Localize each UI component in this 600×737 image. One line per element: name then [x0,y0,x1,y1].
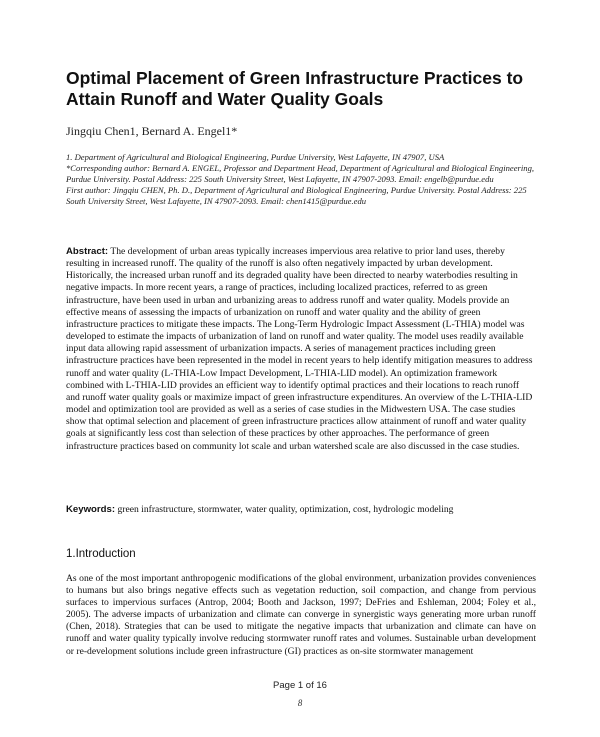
affiliations [66,152,536,207]
keywords-label: Keywords: [66,504,116,515]
keywords [66,504,534,516]
introduction-paragraph: As one of the most important anthropogenic modifications of the global environment, urbanization provides conveniences to humans but also brings negative effects such as vegetation reduction, soil compaction, and change from pervious surfaces to impervious surfaces (Antrop, 2004; Booth and Jackson, 1997; DeFries and Eshleman, 2004; Foley et al., 2005). The adverse impacts of urbanization and climate can converge in synergistic ways generating more urban runoff (Chen, 2018). Strategies that can be used to mitigate the negative impacts that urbanization and climate can have on runoff and water quality typically involve reducing stormwater runoff rates and volumes. Sustainable urban development or re-development solutions include green infrastructure (GI) practices as on-site stormwater management [66,573,536,657]
page-footer: Page 1 of 16 [273,680,327,691]
abstract [66,246,534,453]
page-number: 8 [297,698,303,708]
abstract-label: Abstract: [66,246,109,257]
keywords-text: green infrastructure, stormwater, water quality, optimization, cost, hydrologic modeling [117,504,454,515]
section-heading: 1.Introduction [66,548,136,560]
corresponding-author: *Corresponding author: Bernard A. ENGEL, Professor and Department Head, Department of Agricultural and Biological Engineering, Purdue University. Postal Address: 225 South University Street, West Lafayette, IN 47907-2093. Email: engelb@purdue.edu [66,163,535,184]
affiliation-1: 1. Department of Agricultural and Biological Engineering, Purdue University, West Lafayette, IN 47907, USA [66,152,445,162]
paper-title: Optimal Placement of Green Infrastructure Practices to Attain Runoff and Water Quality Goals [66,68,524,109]
author-list: Jingqiu Chen1, Bernard A. Engel1* [66,124,238,138]
abstract-text: The development of urban areas typically increases impervious area relative to prior land uses, thereby resulting in increased runoff. The quality of the runoff is also often negatively impacted by urban development. Historically, the increased urban runoff and its degraded quality have been directed to nearby waterbodies resulting in negative impacts. In more recent years, a range of practices, including localized practices, referred to as green infrastructure, have been used in urban and urbanizing areas to address runoff and water quality. Models provide an effective means of assessing the impacts of urbanization on runoff and water quality and the ability of green infrastructure practices to mitigate these impacts. The Long-Term Hydrologic Impact Assessment (L-THIA) model was developed to estimate the impacts of urbanization of land on runoff and water quality. The model uses readily available input data allowing rapid assessment of urbanization impacts. A series of management practices including green infrastructure practices have been represented in the model in recent years to help identify mitigation measures to address runoff and water quality (L-THIA-Low Impact Development, L-THIA-LID model). An optimization framework combined with L-THIA-LID provides an efficient way to identify optimal practices and their locations to reach runoff and runoff water quality goals or maximize impact of green infrastructure expenditures. An overview of the L-THIA-LID model and optimization tool are provided as well as a series of case studies in the Midwestern USA. The case studies show that optimal selection and placement of green infrastructure practices allow attainment of runoff and water quality goals at significantly less cost than selection of these practices by other approaches. The performance of green infrastructure practices based on community lot scale and urban watershed scale are also discussed in the case studies. [66,246,533,452]
first-author: First author: Jingqiu CHEN, Ph. D., Department of Agricultural and Biological Engineering, Purdue University. Postal Address: 225 South University Street, West Lafayette, IN 47907-2093. Email: chen1415@purdue.edu [66,185,527,206]
